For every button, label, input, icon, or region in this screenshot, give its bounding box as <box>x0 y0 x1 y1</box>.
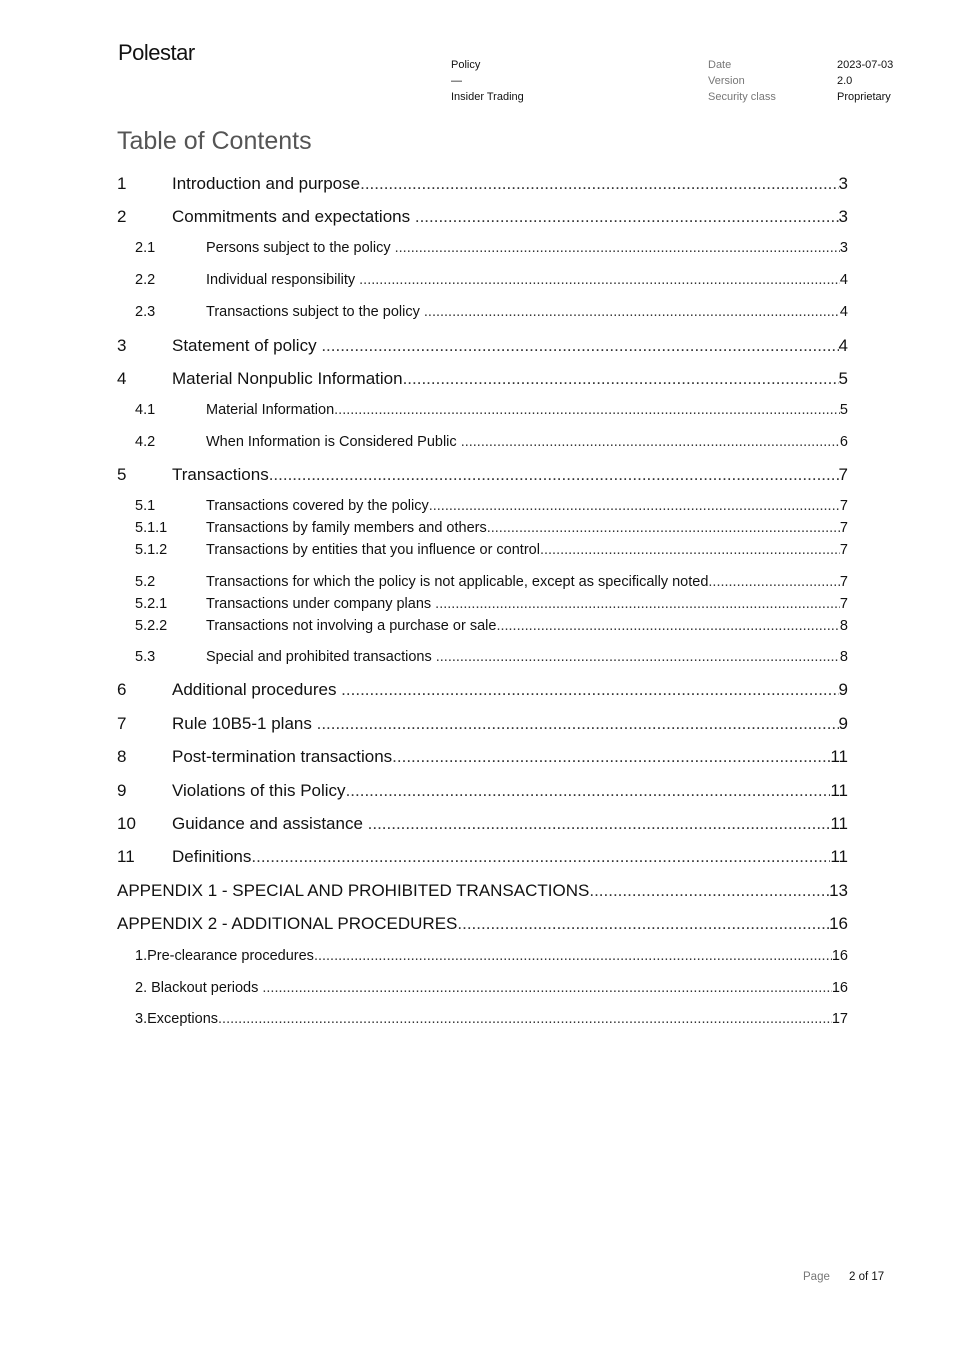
toc-entry-page: 9 <box>838 714 848 733</box>
security-class-label: Security class <box>708 91 776 103</box>
toc-entry[interactable] <box>135 520 848 536</box>
toc-dot-leader <box>317 714 839 734</box>
toc-entry-page: 3 <box>838 207 848 226</box>
toc-entry-title: Additional procedures <box>172 680 342 699</box>
toc-entry-page: 7 <box>839 498 848 514</box>
toc-entry-page: 5 <box>839 402 848 418</box>
toc-entry-title: APPENDIX 2 - ADDITIONAL PROCEDURES <box>117 914 458 933</box>
toc-entry-page: 7 <box>838 465 848 484</box>
toc-entry-number: 5.2.2 <box>135 618 168 634</box>
toc-entry-page: 9 <box>838 680 848 699</box>
toc-dot-leader <box>314 948 832 964</box>
toc-dot-leader <box>403 369 839 389</box>
toc-dot-leader <box>321 336 838 356</box>
toc-dot-leader <box>262 980 832 996</box>
toc-dot-leader <box>341 680 838 700</box>
toc-dot-leader <box>415 207 839 227</box>
toc-entry-page: 4 <box>839 272 848 288</box>
toc-entry-number: 4 <box>117 369 127 388</box>
toc-dot-leader <box>429 498 840 514</box>
toc-dot-leader <box>457 914 829 934</box>
toc-entry-number: 5.1.1 <box>135 520 168 536</box>
toc-entry[interactable] <box>117 336 848 356</box>
toc-entry-number: 2.1 <box>135 240 156 256</box>
toc-entry-number: 5.1.2 <box>135 542 168 558</box>
toc-entry-title: Transactions not involving a purchase or sale <box>206 618 497 634</box>
page-label: Page <box>803 1271 830 1283</box>
toc-entry-title: Introduction and purpose <box>172 174 361 193</box>
toc-entry[interactable] <box>117 781 848 801</box>
company-logo: Polestar <box>118 40 195 65</box>
toc-entry-title: Material Nonpublic Information <box>172 369 403 388</box>
toc-entry[interactable] <box>135 402 848 418</box>
toc-entry-title: Transactions subject to the policy <box>206 304 424 320</box>
toc-dot-leader <box>435 596 840 612</box>
toc-entry-title: Rule 10B5-1 plans <box>172 714 317 733</box>
toc-entry-page: 8 <box>839 649 848 665</box>
toc-entry-title: Statement of policy <box>172 336 322 355</box>
toc-entry-page: 7 <box>839 542 848 558</box>
toc-entry-title: Commitments and expectations <box>172 207 415 226</box>
date-label: Date <box>708 59 732 71</box>
toc-entry[interactable] <box>135 980 848 996</box>
toc-entry-page: 17 <box>831 1011 848 1027</box>
toc-entry-title: 3.Exceptions <box>135 1011 219 1027</box>
toc-entry-page: 11 <box>830 847 848 866</box>
toc-entry-page: 4 <box>838 336 848 355</box>
toc-entry[interactable] <box>135 304 848 320</box>
toc-entry-number: 5 <box>117 465 127 484</box>
toc-entry-page: 7 <box>839 520 848 536</box>
toc-entry-title: Transactions for which the policy is not applicable, except as specifically noted <box>206 574 709 590</box>
toc-entry-page: 4 <box>839 304 848 320</box>
toc-entry-page: 7 <box>839 596 848 612</box>
toc-entry-title: Transactions covered by the policy <box>206 498 429 514</box>
toc-dot-leader <box>392 747 830 767</box>
toc-entry[interactable] <box>117 174 848 194</box>
toc-entry-page: 16 <box>829 914 848 933</box>
toc-entry[interactable] <box>135 596 848 612</box>
toc-entry-title: Violations of this Policy <box>172 781 346 800</box>
meta-labels <box>708 57 776 105</box>
toc-entry-page: 11 <box>830 814 848 833</box>
meta-values <box>837 57 893 105</box>
toc-entry-page: 16 <box>831 948 848 964</box>
toc-dot-leader <box>436 649 840 665</box>
toc-dot-leader <box>368 814 831 834</box>
toc-entry[interactable] <box>117 847 848 867</box>
toc-dot-leader <box>424 304 840 320</box>
toc-entry[interactable] <box>135 498 848 514</box>
toc-entry-number: 1 <box>117 174 127 193</box>
toc-entry-title: Definitions <box>172 847 252 866</box>
page-number: 2 of 17 <box>849 1271 885 1283</box>
toc-entry-number: 5.2 <box>135 574 156 590</box>
toc-entry-title: Guidance and assistance <box>172 814 368 833</box>
toc-entry[interactable] <box>135 434 848 450</box>
toc-entry-title: 1.Pre-clearance procedures <box>135 948 314 964</box>
toc-entry[interactable] <box>117 680 848 700</box>
toc-entry[interactable] <box>117 814 848 834</box>
toc-entry-title: Special and prohibited transactions <box>206 649 436 665</box>
toc-dot-leader <box>360 174 838 194</box>
toc-entry[interactable] <box>117 881 848 901</box>
toc-entry-number: 7 <box>117 714 127 733</box>
toc-dot-leader <box>461 434 840 450</box>
toc-entry-page: 5 <box>838 369 848 388</box>
toc-entry[interactable] <box>135 1011 848 1027</box>
toc-entry-title: Transactions by entities that you influence or control <box>206 542 540 558</box>
toc-entry[interactable] <box>135 240 848 256</box>
toc-entry-page: 13 <box>829 881 848 900</box>
toc-entry-number: 8 <box>117 747 127 766</box>
toc-dot-leader <box>218 1011 832 1027</box>
toc-entry[interactable] <box>135 618 848 634</box>
toc-dot-leader <box>359 272 840 288</box>
toc-entry-title: 2. Blackout periods <box>135 980 263 996</box>
toc-entry-number: 2 <box>117 207 127 226</box>
toc-dot-leader <box>346 781 831 801</box>
toc-dot-leader <box>496 618 839 634</box>
toc-dot-leader <box>334 402 840 418</box>
toc-entry-page: 7 <box>839 574 848 590</box>
toc-entry-number: 4.2 <box>135 434 156 450</box>
toc-title: Table of Contents <box>117 127 312 155</box>
toc-entry-page: 8 <box>839 618 848 634</box>
toc-entry-page: 11 <box>830 747 848 766</box>
toc-dot-leader <box>251 847 830 867</box>
toc-entry-number: 4.1 <box>135 402 156 418</box>
toc-dot-leader <box>269 465 839 485</box>
security-class-value: Proprietary <box>837 91 891 103</box>
doc-dash: — <box>451 75 462 87</box>
toc-entry-title: APPENDIX 1 - SPECIAL AND PROHIBITED TRANSACTIONS <box>117 881 590 900</box>
toc-entry[interactable] <box>135 649 848 665</box>
toc-entry[interactable] <box>117 465 848 485</box>
toc-entry-page: 3 <box>839 240 848 256</box>
date-value: 2023-07-03 <box>837 59 894 71</box>
doc-type: Policy <box>451 59 481 71</box>
toc-entry-title: Persons subject to the policy <box>206 240 395 256</box>
toc-entry-title: Transactions by family members and others <box>206 520 487 536</box>
toc-entry-number: 3 <box>117 336 127 355</box>
toc-entry[interactable] <box>117 914 848 934</box>
toc-entry-number: 10 <box>117 814 136 833</box>
toc-entry-number: 5.2.1 <box>135 596 168 612</box>
toc-entry[interactable] <box>117 714 848 734</box>
toc-entry[interactable] <box>135 542 848 558</box>
toc-entry-title: Post-termination transactions <box>172 747 393 766</box>
document-identity <box>451 57 524 105</box>
toc-entry-number: 5.3 <box>135 649 156 665</box>
version-value: 2.0 <box>837 75 853 87</box>
toc-entry[interactable] <box>135 574 848 590</box>
toc-dot-leader <box>540 542 840 558</box>
toc-dot-leader <box>708 574 840 590</box>
toc-entry-page: 16 <box>831 980 848 996</box>
toc-entry-title: Individual responsibility <box>206 272 360 288</box>
toc-entry[interactable] <box>135 272 848 288</box>
toc-entry-title: When Information is Considered Public <box>206 434 461 450</box>
toc-entry[interactable] <box>117 747 848 767</box>
toc-entry-title: Material Information <box>206 402 335 418</box>
toc-entry[interactable] <box>135 948 848 964</box>
toc-entry-title: Transactions <box>172 465 269 484</box>
toc-entry-number: 5.1 <box>135 498 156 514</box>
toc-entry-page: 6 <box>839 434 848 450</box>
doc-name: Insider Trading <box>451 91 524 103</box>
toc-entry-page: 11 <box>830 781 848 800</box>
toc-entry-number: 11 <box>117 847 135 866</box>
toc-dot-leader <box>395 240 840 256</box>
toc-entry-title: Transactions under company plans <box>206 596 436 612</box>
toc-entry-number: 6 <box>117 680 127 699</box>
toc-entry-number: 9 <box>117 781 127 800</box>
toc-entry-number: 2.3 <box>135 304 156 320</box>
toc-dot-leader <box>589 881 829 901</box>
toc-entry[interactable] <box>117 207 848 227</box>
toc-entry[interactable] <box>117 369 848 389</box>
toc-dot-leader <box>487 520 840 536</box>
version-label: Version <box>708 75 745 87</box>
toc-entry-number: 2.2 <box>135 272 156 288</box>
toc-entry-page: 3 <box>838 174 848 193</box>
